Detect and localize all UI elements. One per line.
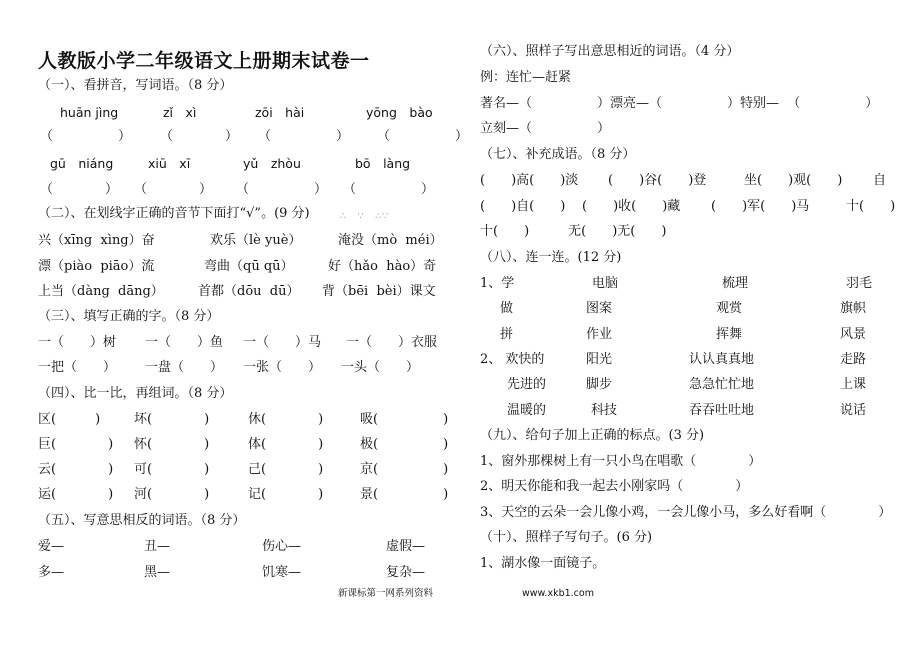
idiom-blank[interactable]: 十( ) 无( )无( ) (480, 224, 667, 239)
pinyin-choice[interactable]: 背（bēi bèi）课文 (322, 284, 436, 299)
match-item[interactable]: 羽毛 (846, 276, 873, 291)
word-blank[interactable]: 区( ) (38, 412, 101, 427)
footer-url[interactable]: www.xkb1.com (522, 588, 594, 599)
antonym-blank[interactable]: 复杂— (386, 565, 426, 580)
pinyin: yǔ zhòu (243, 156, 301, 171)
punctuation-item[interactable]: 1、窗外那棵树上有一只小鸟在唱歌（ ） (480, 454, 762, 469)
measure-word-blank[interactable]: 一（ ）衣服 (346, 335, 438, 350)
match-item[interactable]: 吞吞吐吐地 (689, 403, 755, 418)
match-item[interactable]: 走路 (840, 352, 867, 367)
section-5-heading: （五）、写意思相反的词语。（8 分） (38, 513, 246, 528)
measure-word-blank[interactable]: 一盘（ ） (145, 360, 224, 375)
pinyin: zǐ xì (163, 105, 197, 120)
word-blank[interactable]: 体( ) (248, 437, 324, 452)
pinyin-choice[interactable]: 弯曲（qū qū） (204, 259, 294, 274)
word-blank[interactable]: 京( ) (360, 462, 449, 477)
section-4-heading: （四）、比一比，再组词。（8 分） (38, 386, 233, 401)
antonym-blank[interactable]: 虚假— (386, 539, 426, 554)
idiom-blank[interactable]: ( )高( )淡 (480, 173, 579, 188)
match-item[interactable]: 风景 (840, 327, 867, 342)
match-item[interactable]: 阳光 (586, 352, 613, 367)
match-item[interactable]: 拼 (500, 327, 514, 342)
pinyin: bō làng (355, 156, 411, 171)
match-item[interactable]: 电脑 (592, 276, 619, 291)
measure-word-blank[interactable]: 一张（ ） (243, 360, 322, 375)
idiom-blank[interactable]: 自 (873, 173, 887, 188)
footer-source: 新课标第一网系列资料 (338, 588, 434, 599)
antonym-blank[interactable]: 伤心— (262, 539, 302, 554)
word-blank[interactable]: 运( ) (38, 487, 114, 502)
idiom-blank[interactable]: ( )军( )马 (711, 199, 810, 214)
section-1-heading: （一）、看拼音，写词语。（8 分） (38, 78, 233, 93)
match-item[interactable]: 做 (500, 301, 514, 316)
match-item[interactable]: 挥舞 (716, 327, 743, 342)
idiom-blank[interactable]: 十( ) (846, 199, 896, 214)
idiom-blank[interactable]: ( )收( )藏 (582, 199, 681, 214)
antonym-blank[interactable]: 黑— (144, 565, 171, 580)
section-2-heading: （二）、在划线字正确的音节下面打“√”。(9 分) (38, 206, 310, 221)
word-blank[interactable]: 己( ) (248, 462, 324, 477)
section-3-heading: （三）、填写正确的字。（8 分） (38, 309, 220, 324)
antonym-blank[interactable]: 爱— (38, 539, 65, 554)
pinyin: huān jìng (60, 105, 119, 120)
synonym-blanks[interactable]: 著名—（ ）漂亮—（ ）特别— （ ） (480, 96, 879, 111)
pinyin: zōi hài (255, 105, 305, 120)
punctuation-item[interactable]: 2、明天你能和我一起去小刚家吗（ ） (480, 479, 749, 494)
idiom-blank[interactable]: ( )谷( )登 (608, 173, 707, 188)
section-7-heading: （七）、补充成语。（8 分） (480, 147, 636, 162)
measure-word-blank[interactable]: 一（ ）鱼 (145, 335, 224, 350)
answer-blank[interactable]: （ ） (40, 129, 132, 144)
match-item[interactable]: 认认真真地 (689, 352, 755, 367)
punctuation-item[interactable]: 3、天空的云朵一会儿像小鸡，一会儿像小马，多么好看啊（ ） (480, 505, 892, 520)
word-blank[interactable]: 景( ) (360, 487, 449, 502)
match-item[interactable]: 科技 (591, 403, 618, 418)
exam-title: 人教版小学二年级语文上册期末试卷一 (38, 50, 370, 72)
match-item[interactable]: 旗帜 (840, 301, 867, 316)
match-item[interactable]: 脚步 (586, 377, 613, 392)
pinyin-choice[interactable]: 上当（dàng dāng） (38, 284, 164, 299)
measure-word-blank[interactable]: 一头（ ） (341, 360, 420, 375)
sentence-example: 1、湖水像一面镜子。 (480, 556, 606, 571)
word-blank[interactable]: 河( ) (134, 487, 210, 502)
section-8-heading: （八）、连一连。(12 分) (480, 250, 622, 265)
answer-blank[interactable]: （ ） (236, 182, 328, 197)
decorative-dots: ∴ ∵ ∴∵ (340, 211, 390, 222)
measure-word-blank[interactable]: 一把（ ） (38, 360, 117, 375)
answer-blank[interactable]: （ ） (343, 182, 435, 197)
section-6-heading: （六）、照样子写出意思相近的词语。（4 分） (480, 44, 740, 59)
pinyin: gū niáng (50, 156, 114, 171)
match-item[interactable]: 作业 (586, 327, 613, 342)
idiom-blank[interactable]: ( )自( ) (480, 199, 566, 214)
word-blank[interactable]: 极( ) (360, 437, 449, 452)
measure-word-blank[interactable]: 一（ ）树 (38, 335, 117, 350)
match-item[interactable]: 说话 (840, 403, 867, 418)
pinyin-choice[interactable]: 首都（dōu dū） (198, 284, 300, 299)
word-blank[interactable]: 云( ) (38, 462, 114, 477)
word-blank[interactable]: 巨( ) (38, 437, 114, 452)
synonym-blank[interactable]: 立刻—（ ） (480, 121, 611, 136)
pinyin: xiū xī (148, 156, 191, 171)
section-10-heading: （十）、照样子写句子。(6 分) (480, 530, 653, 545)
antonym-blank[interactable]: 丑— (144, 539, 171, 554)
word-blank[interactable]: 怀( ) (134, 437, 210, 452)
answer-blank[interactable]: （ ） (160, 129, 239, 144)
pinyin: yōng bào (366, 105, 433, 120)
measure-word-blank[interactable]: 一（ ）马 (243, 335, 322, 350)
match-item[interactable]: 1、学 (480, 276, 515, 291)
answer-blank[interactable]: （ ） (40, 182, 119, 197)
idiom-blank[interactable]: 坐( )观( ) (744, 173, 843, 188)
match-item[interactable]: 先进的 (507, 377, 547, 392)
pinyin-choice[interactable]: 欢乐（lè yuè） (210, 233, 302, 248)
pinyin-choice[interactable]: 淹没（mò méi） (338, 233, 443, 248)
antonym-blank[interactable]: 多— (38, 565, 65, 580)
antonym-blank[interactable]: 饥寒— (262, 565, 302, 580)
word-blank[interactable]: 休( ) (248, 412, 324, 427)
match-item[interactable]: 图案 (586, 301, 613, 316)
section-9-heading: （九）、给句子加上正确的标点。(3 分) (480, 428, 705, 443)
answer-blank[interactable]: （ ） (377, 129, 469, 144)
word-blank[interactable]: 可( ) (134, 462, 210, 477)
match-item[interactable]: 温暖的 (507, 403, 547, 418)
pinyin-choice[interactable]: 好（hǎo hào）奇 (328, 259, 437, 274)
answer-blank[interactable]: （ ） (258, 129, 350, 144)
match-item[interactable]: 2、 欢快的 (480, 352, 545, 367)
match-item[interactable]: 梳理 (722, 276, 749, 291)
example-line: 例：连忙—赶紧 (480, 70, 572, 85)
match-item[interactable]: 观赏 (716, 301, 743, 316)
match-item[interactable]: 急急忙忙地 (689, 377, 755, 392)
word-blank[interactable]: 吸( ) (360, 412, 449, 427)
pinyin-choice[interactable]: 漂（piào piāo）流 (38, 259, 155, 274)
word-blank[interactable]: 坏( ) (134, 412, 210, 427)
pinyin-choice[interactable]: 兴（xīng xìng）奋 (38, 233, 155, 248)
answer-blank[interactable]: （ ） (134, 182, 213, 197)
match-item[interactable]: 上课 (840, 377, 867, 392)
word-blank[interactable]: 记( ) (248, 487, 324, 502)
